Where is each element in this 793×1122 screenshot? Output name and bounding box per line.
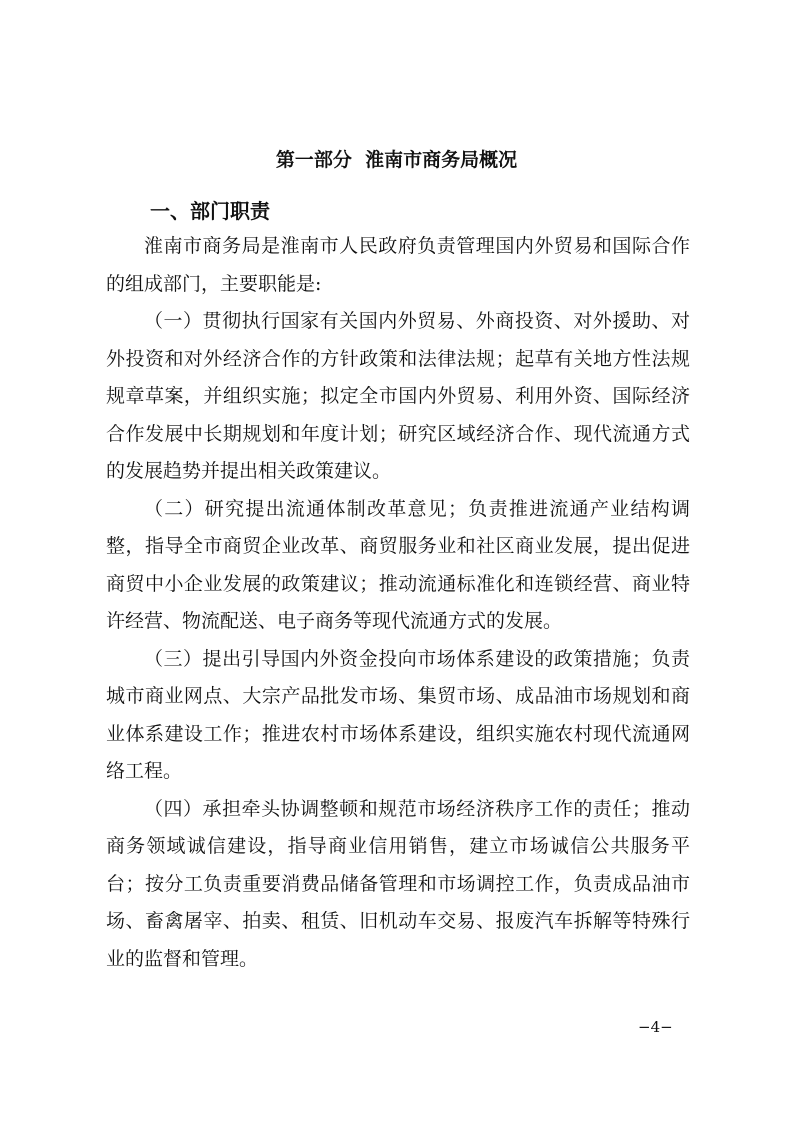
duty-paragraph-3: （三）提出引导国内外资金投向市场体系建设的政策措施；负责城市商业网点、大宗产品批发市场、集贸市场、成品油市场规划和商业体系建设工作；推进农村市场体系建设，组织实施农村现代流通网络工程。 [106, 647, 690, 782]
intro-paragraph: 淮南市商务局是淮南市人民政府负责管理国内外贸易和国际合作的组成部门，主要职能是: [106, 235, 690, 295]
duty-paragraph-2: （二）研究提出流通体制改革意见；负责推进流通产业结构调整，指导全市商贸企业改革、商贸服务业和社区商业发展，提出促进商贸中小企业发展的政策建议；推动流通标准化和连锁经营、商业特许经营、物流配送、电子商务等现代流通方式的发展。 [106, 497, 690, 632]
page-title: 第一部分 淮南市商务局概况 [275, 149, 518, 171]
section-heading: 一、部门职责 [150, 199, 270, 223]
duty-paragraph-1: （一）贯彻执行国家有关国内外贸易、外商投资、对外援助、对外投资和对外经济合作的方针政策和法律法规；起草有关地方性法规规章草案，并组织实施；拟定全市国内外贸易、利用外资、国际经济合作发展中长期规划和年度计划；研究区域经济合作、现代流通方式的发展趋势并提出相关政策建议。 [106, 310, 690, 482]
page-number: −4− [638, 1018, 673, 1036]
duty-paragraph-4: （四）承担牵头协调整顿和规范市场经济秩序工作的责任；推动商务领域诚信建设，指导商业信用销售，建立市场诚信公共服务平台；按分工负责重要消费品储备管理和市场调控工作，负责成品油市场、畜禽屠宰、拍卖、租赁、旧机动车交易、报废汽车拆解等特殊行业的监督和管理。 [106, 797, 690, 970]
body-text [106, 228, 690, 978]
